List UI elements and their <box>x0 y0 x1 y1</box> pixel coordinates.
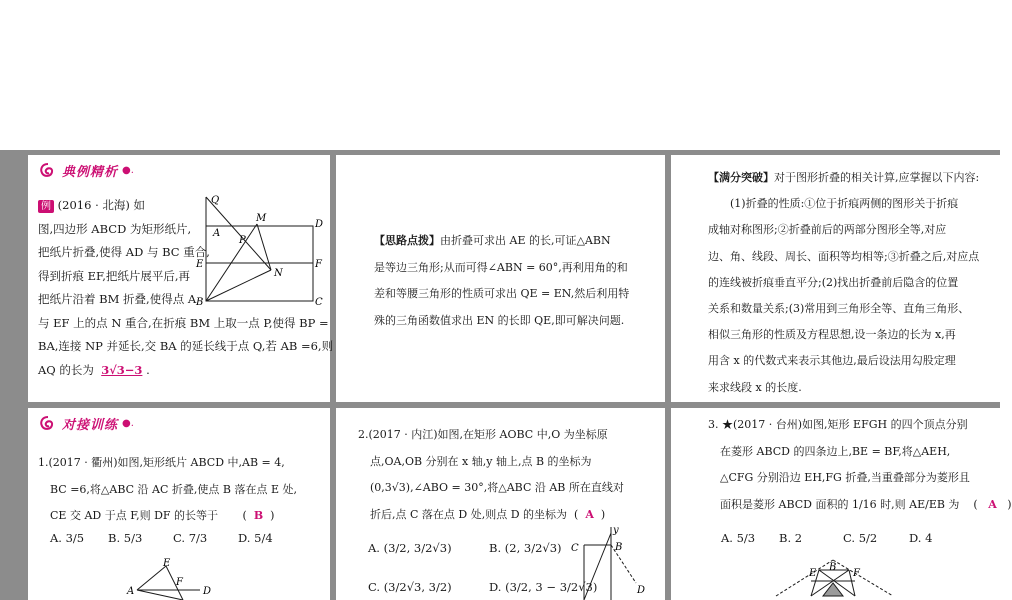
option-c: C. (3/2√3, 3/2) <box>368 580 452 594</box>
example-line: BA,连接 NP 并延长,交 BA 的延长线于点 Q,若 AB =6,则 <box>38 339 334 353</box>
label-D: D <box>203 586 212 597</box>
label-D: D <box>315 219 324 230</box>
example-line: 图,四边形 ABCD 为矩形纸片, <box>38 221 192 236</box>
practice-heading-text: 对接训练 <box>62 418 119 433</box>
example-line: 把纸片折叠,使得 AD 与 BC 重合, <box>38 245 210 259</box>
option-b: B. (2, 3/2√3) <box>489 541 562 555</box>
breakthrough-line: 成轴对称图形;②折叠前后的两部分图形全等,对应 <box>708 223 947 237</box>
breakthrough-card <box>671 155 1000 402</box>
hint-card <box>336 155 665 402</box>
label-M: M <box>256 213 267 224</box>
option-d: D. (3/2, 3 − 3/2√3) <box>489 580 598 594</box>
swirl-icon <box>38 162 58 180</box>
question-line: 2.(2017 · 内江)如图,在矩形 AOBC 中,O 为坐标原 <box>358 428 608 441</box>
hint-line: 由折叠可求出 AE 的长,可证△ABN <box>440 234 611 247</box>
label-A: A <box>127 586 135 597</box>
breakthrough-line: 边、角、线段、周长、面积等均相等;③折叠之后,对应点 <box>708 249 980 263</box>
option-c: C. 7/3 <box>173 531 208 545</box>
label-A: A <box>213 228 221 239</box>
option-a: A. 5/3 <box>721 531 756 545</box>
practice-card-q2: 2.(2017 · 内江)如图,在矩形 AOBC 中,O 为坐标原 点,OA,OB 分别在 x 轴,y 轴上,点 B 的坐标为 (0,3√3),∠ABO = 30°,将△ABC 沿 AB 所在直线对 折后,点 C 落在点 D 处,则点 D 的坐标为 ( A ) A. (3/2, 3/2√3) B. (2, 3/2√3) C. (3/2√3, 3/2) D. (3/2, 3 − 3/2√3) y C B D <box>336 408 665 600</box>
question-line: BC =6,将△ABC 沿 AC 折叠,使点 B 落在点 E 处, <box>50 482 297 496</box>
breakthrough-line: 来求线段 x 的长度. <box>708 380 802 394</box>
option-a: A. (3/2, 3/2√3) <box>368 541 452 555</box>
hint-line: 差和等腰三角形的性质可求出 QE = EN,然后利用特 <box>374 287 630 300</box>
rectangle-fold-figure <box>183 193 328 313</box>
option-d: D. 5/4 <box>238 531 273 545</box>
answer-text: A <box>585 507 594 521</box>
label-B: B <box>615 542 623 553</box>
rhombus-fold-figure-q3 <box>771 556 901 600</box>
hint-line: 殊的三角函数值求出 EN 的长即 QE,即可解决问题. <box>374 313 625 327</box>
hint-tag: 【思路点拨】 <box>374 234 440 247</box>
breakthrough-line: 用含 x 的代数式来表示其他边,最后设法用勾股定理 <box>708 354 956 368</box>
breakthrough-line: 相似三角形的性质及方程思想,设一条边的长为 x,再 <box>708 328 956 342</box>
label-Q: Q <box>211 195 220 206</box>
answer-text: A <box>988 497 997 511</box>
label-C: C <box>571 543 579 554</box>
breakthrough-tag: 【满分突破】 <box>708 171 774 184</box>
question-line: 面积是菱形 ABCD 面积的 1/16 时,则 AE/EB 为 <box>720 497 960 511</box>
example-line: (2016 · 北海) 如 <box>57 198 146 212</box>
label-F: F <box>315 259 322 270</box>
example-line: 与 EF 上的点 N 重合,在折痕 BM 上取一点 P,使得 BP = <box>38 315 329 330</box>
label-E: E <box>809 568 817 579</box>
question-line: 点,OA,OB 分别在 x 轴,y 轴上,点 B 的坐标为 <box>370 454 592 468</box>
breakthrough-line: 对于图形折叠的相关计算,应掌握以下内容: <box>774 171 980 184</box>
label-P: P <box>239 235 246 246</box>
coordinate-fold-figure-q2 <box>571 523 661 600</box>
example-badge: 例 <box>38 200 54 213</box>
answer-text: B <box>253 509 264 522</box>
question-line: 在菱形 ABCD 的四条边上,BE = BF,将△AEH, <box>720 444 951 458</box>
practice-heading: 对接训练 ●. <box>38 414 134 433</box>
example-heading: 典例精析 ●. <box>38 161 134 180</box>
label-y: y <box>613 525 619 536</box>
label-B: B <box>829 562 837 573</box>
example-line: 得到折痕 EF,把纸片展平后,再 <box>38 268 191 283</box>
breakthrough-line: 关系和数量关系;(3)常用到三角形全等、直角三角形、 <box>708 302 970 316</box>
breakthrough-line: 的连线被折痕垂直平分;(2)找出折叠前后隐含的位置 <box>708 275 959 289</box>
label-B: B <box>196 297 204 308</box>
label-D: D <box>637 585 646 596</box>
option-d: D. 4 <box>909 531 933 545</box>
fold-figure-q1 <box>123 560 243 600</box>
option-c: C. 5/2 <box>843 531 878 545</box>
hint-line: 是等边三角形;从而可得∠ABN = 60°,再利用角的和 <box>374 260 628 274</box>
question-line: △CFG 分别沿边 EH,FG 折叠,当重叠部分为菱形且 <box>720 471 970 484</box>
question-line: 折后,点 C 落在点 D 处,则点 D 的坐标为 <box>370 507 568 521</box>
example-line: 把纸片沿着 BM 折叠,使得点 A <box>38 292 197 306</box>
label-E: E <box>196 259 204 270</box>
question-line: (0,3√3),∠ABO = 30°,将△ABC 沿 AB 所在直线对 <box>370 481 624 494</box>
example-heading-text: 典例精析 <box>62 165 119 180</box>
label-F: F <box>176 577 183 588</box>
label-E: E <box>163 558 171 569</box>
answer-text: 3√3−3 <box>101 362 143 377</box>
swirl-icon <box>38 415 58 433</box>
label-N: N <box>274 268 283 279</box>
option-a: A. 3/5 <box>50 531 85 545</box>
option-b: B. 5/3 <box>108 531 143 545</box>
question-line: CE 交 AD 于点 F,则 DF 的长等于 <box>50 509 219 522</box>
breakthrough-line: (1)折叠的性质:①位于折痕两侧的图形关于折痕 <box>730 197 959 211</box>
example-card: 典例精析 ●. 例 (2016 · 北海) 如 图,四边形 ABCD 为矩形纸片, 把纸片折叠,使得 AD 与 BC 重合, 得到折痕 EF,把纸片展平后,再 把纸片沿着 BM 折叠,使得点 A 与 EF 上的点 N 重合,在折痕 BM 上取一点 P,使得 BP = BA,连接 NP 并延长,交 BA 的延长线于点 Q,若 AB =6,则 AQ 的长为 3√3−3 . Q M D P A E F N B C <box>28 155 330 402</box>
practice-card-q3: 3. ★(2017 · 台州)如图,矩形 EFGH 的四个顶点分别 在菱形 ABCD 的四条边上,BE = BF,将△AEH, △CFG 分别沿边 EH,FG 折叠,当重叠部分为菱形且 面积是菱形 ABCD 面积的 1/16 时,则 AE/EB 为 ( A ) A. 5/3 B. 2 C. 5/2 D. 4 E B F <box>671 408 1000 600</box>
question-line: 1.(2017 · 衢州)如图,矩形纸片 ABCD 中,AB = 4, <box>38 456 285 469</box>
label-C: C <box>315 297 323 308</box>
example-line: AQ 的长为 <box>38 362 94 377</box>
label-F: F <box>853 568 860 579</box>
option-b: B. 2 <box>779 531 803 545</box>
practice-card-q1: 对接训练 ●. 1.(2017 · 衢州)如图,矩形纸片 ABCD 中,AB = 4, BC =6,将△ABC 沿 AC 折叠,使点 B 落在点 E 处, CE 交 AD 于点 F,则 DF 的长等于 ( B ) A. 3/5 B. 5/3 C. 7/3 D. 5/4 E F A D <box>28 408 330 600</box>
question-line: 3. ★(2017 · 台州)如图,矩形 EFGH 的四个顶点分别 <box>708 418 968 431</box>
